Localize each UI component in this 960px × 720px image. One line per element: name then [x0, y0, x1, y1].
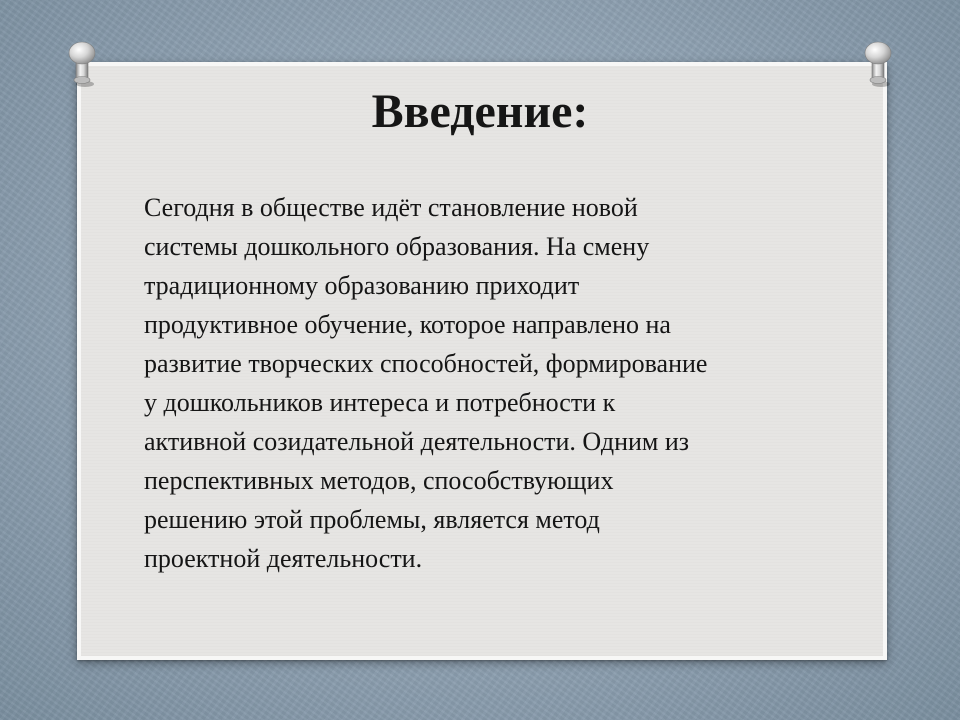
body-text-line: у дошкольников интереса и потребности к: [144, 388, 616, 417]
body-text-line: проектной деятельности.: [144, 544, 423, 573]
body-text-line: решению этой проблемы, является метод: [144, 505, 600, 534]
body-text-line: перспективных методов, способствующих: [144, 466, 614, 495]
body-text-line: системы дошкольного образования. На смену: [144, 232, 650, 261]
body-text-line: традиционному образованию приходит: [144, 271, 580, 300]
pushpin-icon: [67, 40, 97, 88]
slide-body-text: [144, 188, 864, 578]
body-text-line: развитие творческих способностей, формирование: [144, 349, 708, 378]
body-text-line: активной созидательной деятельности. Одним из: [144, 427, 690, 456]
slide-title: Введение:: [371, 85, 589, 138]
pushpin-icon: [863, 40, 893, 88]
body-text-line: Сегодня в обществе идёт становление новой: [144, 193, 638, 222]
body-text-line: продуктивное обучение, которое направлено на: [144, 310, 671, 339]
